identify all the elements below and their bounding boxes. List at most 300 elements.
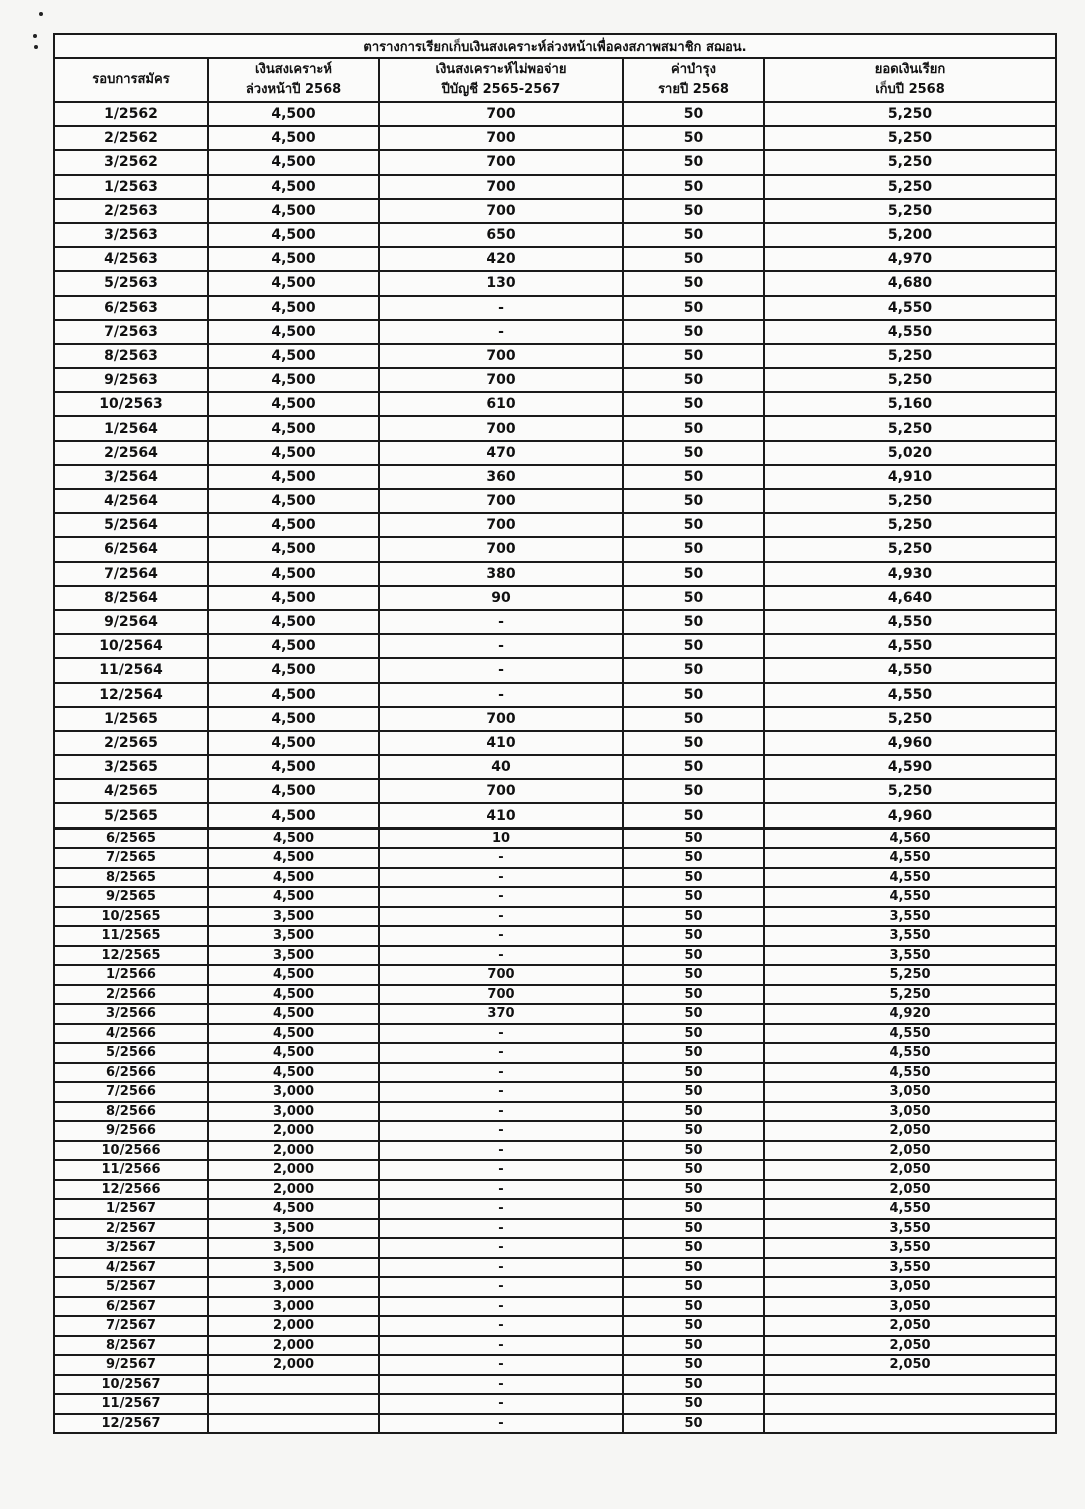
advance-amount-cell: 4,500 <box>208 199 379 223</box>
cycle-cell: 5/2564 <box>54 513 208 537</box>
cycle-cell: 2/2563 <box>54 199 208 223</box>
cycle-cell: 7/2565 <box>54 848 208 868</box>
advance-amount-cell: 4,500 <box>208 658 379 682</box>
maintenance-fee-cell: 50 <box>623 907 764 927</box>
shortfall-cell: - <box>379 1336 623 1356</box>
maintenance-fee-cell: 50 <box>623 1336 764 1356</box>
maintenance-fee-cell: 50 <box>623 1375 764 1395</box>
shortfall-cell: 700 <box>379 489 623 513</box>
shortfall-cell: - <box>379 658 623 682</box>
total-cell: 5,250 <box>764 416 1056 440</box>
cycle-cell: 10/2567 <box>54 1375 208 1395</box>
table-row <box>54 126 1056 150</box>
table-row <box>54 707 1056 731</box>
total-cell: 5,250 <box>764 150 1056 174</box>
maintenance-fee-cell: 50 <box>623 658 764 682</box>
cycle-cell: 3/2564 <box>54 465 208 489</box>
table-row <box>54 1121 1056 1141</box>
advance-amount-cell: 4,500 <box>208 1004 379 1024</box>
table-row <box>54 1219 1056 1239</box>
maintenance-fee-cell: 50 <box>623 271 764 295</box>
shortfall-cell: 90 <box>379 586 623 610</box>
column-header-line1: ค่าบำรุง <box>671 62 716 77</box>
maintenance-fee-cell: 50 <box>623 1297 764 1317</box>
table-row <box>54 965 1056 985</box>
shortfall-cell: 700 <box>379 416 623 440</box>
advance-amount-cell: 2,000 <box>208 1141 379 1161</box>
shortfall-cell: - <box>379 868 623 888</box>
maintenance-fee-cell: 50 <box>623 946 764 966</box>
maintenance-fee-cell: 50 <box>623 489 764 513</box>
advance-amount-cell: 4,500 <box>208 513 379 537</box>
cycle-cell: 3/2562 <box>54 150 208 174</box>
advance-amount-cell <box>208 1414 379 1434</box>
shortfall-cell: - <box>379 1141 623 1161</box>
shortfall-cell: 410 <box>379 731 623 755</box>
column-header <box>379 58 623 102</box>
shortfall-cell: 410 <box>379 803 623 828</box>
total-cell: 3,050 <box>764 1102 1056 1122</box>
cycle-cell: 10/2566 <box>54 1141 208 1161</box>
cycle-cell: 1/2562 <box>54 102 208 126</box>
total-cell: 4,550 <box>764 848 1056 868</box>
table-row <box>54 1336 1056 1356</box>
shortfall-cell: 470 <box>379 441 623 465</box>
table-row <box>54 344 1056 368</box>
cycle-cell: 8/2565 <box>54 868 208 888</box>
table-row <box>54 755 1056 779</box>
cycle-cell: 4/2563 <box>54 247 208 271</box>
table-row <box>54 199 1056 223</box>
shortfall-cell: 700 <box>379 150 623 174</box>
shortfall-cell: 40 <box>379 755 623 779</box>
table-row <box>54 416 1056 440</box>
total-cell: 2,050 <box>764 1316 1056 1336</box>
column-header-line1: รอบการสมัคร <box>92 72 170 87</box>
advance-amount-cell: 4,500 <box>208 247 379 271</box>
total-cell: 4,550 <box>764 1024 1056 1044</box>
advance-amount-cell: 4,500 <box>208 368 379 392</box>
cycle-cell: 1/2564 <box>54 416 208 440</box>
cycle-cell: 3/2563 <box>54 223 208 247</box>
cycle-cell: 7/2566 <box>54 1082 208 1102</box>
cycle-cell: 8/2567 <box>54 1336 208 1356</box>
total-cell: 2,050 <box>764 1160 1056 1180</box>
shortfall-cell: - <box>379 1180 623 1200</box>
table-row <box>54 1238 1056 1258</box>
cycle-cell: 11/2565 <box>54 926 208 946</box>
advance-amount-cell: 3,000 <box>208 1277 379 1297</box>
cycle-cell: 4/2567 <box>54 1258 208 1278</box>
table-row <box>54 150 1056 174</box>
advance-amount-cell: 2,000 <box>208 1316 379 1336</box>
table-row <box>54 946 1056 966</box>
maintenance-fee-cell: 50 <box>623 1355 764 1375</box>
table-row <box>54 658 1056 682</box>
shortfall-cell: - <box>379 1238 623 1258</box>
maintenance-fee-cell: 50 <box>623 926 764 946</box>
maintenance-fee-cell: 50 <box>623 1082 764 1102</box>
maintenance-fee-cell: 50 <box>623 1160 764 1180</box>
table-row <box>54 634 1056 658</box>
cycle-cell: 10/2564 <box>54 634 208 658</box>
advance-amount-cell: 4,500 <box>208 489 379 513</box>
advance-amount-cell: 4,500 <box>208 223 379 247</box>
cycle-cell: 6/2565 <box>54 828 208 848</box>
advance-amount-cell: 4,500 <box>208 465 379 489</box>
maintenance-fee-cell: 50 <box>623 1414 764 1434</box>
shortfall-cell: - <box>379 1063 623 1083</box>
maintenance-fee-cell: 50 <box>623 465 764 489</box>
column-header-line2: เก็บปี 2568 <box>875 82 945 97</box>
shortfall-cell: - <box>379 1043 623 1063</box>
shortfall-cell: - <box>379 1219 623 1239</box>
cycle-cell: 7/2563 <box>54 320 208 344</box>
total-cell: 5,250 <box>764 707 1056 731</box>
table-row <box>54 102 1056 126</box>
cycle-cell: 11/2566 <box>54 1160 208 1180</box>
shortfall-cell: 700 <box>379 965 623 985</box>
advance-amount-cell: 4,500 <box>208 848 379 868</box>
table-title: ตารางการเรียกเก็บเงินสงเคราะห์ล่วงหน้าเพื่อคงสภาพสมาชิก สฌอน. <box>54 34 1056 58</box>
column-header <box>208 58 379 102</box>
advance-amount-cell: 4,500 <box>208 755 379 779</box>
total-cell: 2,050 <box>764 1180 1056 1200</box>
cycle-cell: 10/2563 <box>54 392 208 416</box>
column-header-line1: เงินสงเคราะห์ <box>255 62 332 77</box>
maintenance-fee-cell: 50 <box>623 441 764 465</box>
advance-amount-cell: 2,000 <box>208 1180 379 1200</box>
cycle-cell: 4/2566 <box>54 1024 208 1044</box>
cycle-cell: 11/2564 <box>54 658 208 682</box>
table-row <box>54 887 1056 907</box>
shortfall-cell: 700 <box>379 126 623 150</box>
table-row <box>54 1043 1056 1063</box>
maintenance-fee-cell: 50 <box>623 755 764 779</box>
advance-amount-cell: 3,500 <box>208 1219 379 1239</box>
cycle-cell: 2/2567 <box>54 1219 208 1239</box>
table-row <box>54 1414 1056 1434</box>
cycle-cell: 3/2567 <box>54 1238 208 1258</box>
advance-amount-cell: 4,500 <box>208 985 379 1005</box>
maintenance-fee-cell: 50 <box>623 779 764 803</box>
cycle-cell: 6/2566 <box>54 1063 208 1083</box>
total-cell: 5,250 <box>764 985 1056 1005</box>
advance-amount-cell: 4,500 <box>208 887 379 907</box>
shortfall-cell: 370 <box>379 1004 623 1024</box>
shortfall-cell: - <box>379 887 623 907</box>
maintenance-fee-cell: 50 <box>623 1063 764 1083</box>
cycle-cell: 6/2564 <box>54 537 208 561</box>
advance-amount-cell: 2,000 <box>208 1355 379 1375</box>
total-cell: 4,550 <box>764 1199 1056 1219</box>
advance-amount-cell: 3,500 <box>208 1238 379 1258</box>
table-row <box>54 247 1056 271</box>
advance-amount-cell: 3,500 <box>208 1258 379 1278</box>
table-row <box>54 1082 1056 1102</box>
column-header-line2: ล่วงหน้าปี 2568 <box>245 82 342 97</box>
cycle-cell: 10/2565 <box>54 907 208 927</box>
column-header-line1: ยอดเงินเรียก <box>874 62 946 77</box>
cycle-cell: 2/2562 <box>54 126 208 150</box>
maintenance-fee-cell: 50 <box>623 223 764 247</box>
total-cell: 4,550 <box>764 683 1056 707</box>
column-header <box>54 58 208 102</box>
cycle-cell: 3/2565 <box>54 755 208 779</box>
total-cell: 2,050 <box>764 1336 1056 1356</box>
total-cell: 5,160 <box>764 392 1056 416</box>
total-cell: 4,560 <box>764 828 1056 848</box>
maintenance-fee-cell: 50 <box>623 537 764 561</box>
column-header-line2: ปีบัญชี 2565-2567 <box>441 82 561 97</box>
shortfall-cell: 700 <box>379 344 623 368</box>
shortfall-cell: - <box>379 1375 623 1395</box>
cycle-cell: 9/2567 <box>54 1355 208 1375</box>
total-cell: 4,550 <box>764 296 1056 320</box>
maintenance-fee-cell: 50 <box>623 683 764 707</box>
cycle-cell: 12/2567 <box>54 1414 208 1434</box>
shortfall-cell: 700 <box>379 102 623 126</box>
table-row <box>54 392 1056 416</box>
cycle-cell: 7/2567 <box>54 1316 208 1336</box>
shortfall-cell: - <box>379 634 623 658</box>
shortfall-cell: 700 <box>379 513 623 537</box>
collection-table <box>53 33 1057 1434</box>
advance-amount-cell <box>208 1375 379 1395</box>
shortfall-cell: - <box>379 1121 623 1141</box>
maintenance-fee-cell: 50 <box>623 868 764 888</box>
shortfall-cell: 700 <box>379 175 623 199</box>
table-row <box>54 1199 1056 1219</box>
cycle-cell: 12/2566 <box>54 1180 208 1200</box>
table-row <box>54 1160 1056 1180</box>
table-row <box>54 1180 1056 1200</box>
maintenance-fee-cell: 50 <box>623 1199 764 1219</box>
maintenance-fee-cell: 50 <box>623 1394 764 1414</box>
table-row <box>54 296 1056 320</box>
table-row <box>54 907 1056 927</box>
total-cell: 5,250 <box>764 965 1056 985</box>
advance-amount-cell: 4,500 <box>208 344 379 368</box>
shortfall-cell: - <box>379 1102 623 1122</box>
advance-amount-cell: 4,500 <box>208 868 379 888</box>
cycle-cell: 3/2566 <box>54 1004 208 1024</box>
advance-amount-cell: 4,500 <box>208 441 379 465</box>
advance-amount-cell: 4,500 <box>208 1024 379 1044</box>
table-row <box>54 489 1056 513</box>
table-row <box>54 683 1056 707</box>
maintenance-fee-cell: 50 <box>623 848 764 868</box>
maintenance-fee-cell: 50 <box>623 803 764 828</box>
total-cell: 5,250 <box>764 199 1056 223</box>
shortfall-cell: 700 <box>379 707 623 731</box>
column-header-line2: รายปี 2568 <box>658 82 729 97</box>
advance-amount-cell: 4,500 <box>208 1063 379 1083</box>
maintenance-fee-cell: 50 <box>623 828 764 848</box>
advance-amount-cell: 4,500 <box>208 1199 379 1219</box>
total-cell: 5,250 <box>764 126 1056 150</box>
total-cell: 4,960 <box>764 731 1056 755</box>
shortfall-cell: - <box>379 1394 623 1414</box>
advance-amount-cell: 3,500 <box>208 946 379 966</box>
advance-amount-cell: 4,500 <box>208 803 379 828</box>
maintenance-fee-cell: 50 <box>623 985 764 1005</box>
cycle-cell: 9/2563 <box>54 368 208 392</box>
table-row <box>54 586 1056 610</box>
table-row <box>54 271 1056 295</box>
advance-amount-cell: 4,500 <box>208 586 379 610</box>
advance-amount-cell: 4,500 <box>208 562 379 586</box>
shortfall-cell: - <box>379 848 623 868</box>
table-row <box>54 1258 1056 1278</box>
total-cell: 4,680 <box>764 271 1056 295</box>
total-cell: 4,550 <box>764 610 1056 634</box>
advance-amount-cell <box>208 1394 379 1414</box>
maintenance-fee-cell: 50 <box>623 586 764 610</box>
advance-amount-cell: 4,500 <box>208 731 379 755</box>
table-row <box>54 465 1056 489</box>
shortfall-cell: - <box>379 907 623 927</box>
cycle-cell: 4/2565 <box>54 779 208 803</box>
maintenance-fee-cell: 50 <box>623 199 764 223</box>
table-row <box>54 1141 1056 1161</box>
total-cell: 4,550 <box>764 868 1056 888</box>
total-cell: 3,550 <box>764 926 1056 946</box>
cycle-cell: 12/2565 <box>54 946 208 966</box>
maintenance-fee-cell: 50 <box>623 634 764 658</box>
column-header-line1: เงินสงเคราะห์ไม่พอจ่าย <box>435 62 567 77</box>
maintenance-fee-cell: 50 <box>623 1102 764 1122</box>
total-cell: 4,550 <box>764 320 1056 344</box>
table-row <box>54 1297 1056 1317</box>
shortfall-cell: - <box>379 1024 623 1044</box>
advance-amount-cell: 4,500 <box>208 779 379 803</box>
shortfall-cell: - <box>379 1160 623 1180</box>
shortfall-cell: 360 <box>379 465 623 489</box>
total-cell: 3,550 <box>764 1219 1056 1239</box>
advance-amount-cell: 3,000 <box>208 1102 379 1122</box>
table-row <box>54 562 1056 586</box>
total-cell <box>764 1394 1056 1414</box>
maintenance-fee-cell: 50 <box>623 1121 764 1141</box>
advance-amount-cell: 4,500 <box>208 271 379 295</box>
total-cell: 3,050 <box>764 1277 1056 1297</box>
maintenance-fee-cell: 50 <box>623 150 764 174</box>
cycle-cell: 5/2565 <box>54 803 208 828</box>
table-row <box>54 1063 1056 1083</box>
cycle-cell: 8/2566 <box>54 1102 208 1122</box>
maintenance-fee-cell: 50 <box>623 513 764 537</box>
maintenance-fee-cell: 50 <box>623 296 764 320</box>
cycle-cell: 1/2567 <box>54 1199 208 1219</box>
table-row <box>54 803 1056 828</box>
total-cell: 5,250 <box>764 368 1056 392</box>
shortfall-cell: - <box>379 1082 623 1102</box>
maintenance-fee-cell: 50 <box>623 965 764 985</box>
total-cell: 4,550 <box>764 887 1056 907</box>
cycle-cell: 4/2564 <box>54 489 208 513</box>
advance-amount-cell: 4,500 <box>208 126 379 150</box>
table-row <box>54 320 1056 344</box>
advance-amount-cell: 2,000 <box>208 1336 379 1356</box>
maintenance-fee-cell: 50 <box>623 320 764 344</box>
advance-amount-cell: 4,500 <box>208 102 379 126</box>
cycle-cell: 1/2565 <box>54 707 208 731</box>
table-row <box>54 513 1056 537</box>
maintenance-fee-cell: 50 <box>623 368 764 392</box>
total-cell: 4,550 <box>764 1043 1056 1063</box>
table-row <box>54 368 1056 392</box>
shortfall-cell: - <box>379 1258 623 1278</box>
shortfall-cell: - <box>379 610 623 634</box>
advance-amount-cell: 4,500 <box>208 175 379 199</box>
total-cell: 3,050 <box>764 1082 1056 1102</box>
advance-amount-cell: 4,500 <box>208 828 379 848</box>
cycle-cell: 12/2564 <box>54 683 208 707</box>
total-cell: 5,250 <box>764 513 1056 537</box>
total-cell: 3,550 <box>764 907 1056 927</box>
total-cell: 5,200 <box>764 223 1056 247</box>
total-cell: 5,250 <box>764 344 1056 368</box>
table-row <box>54 1316 1056 1336</box>
table-row <box>54 1102 1056 1122</box>
total-cell: 4,910 <box>764 465 1056 489</box>
cycle-cell: 9/2566 <box>54 1121 208 1141</box>
table-row <box>54 926 1056 946</box>
cycle-cell: 7/2564 <box>54 562 208 586</box>
column-header <box>623 58 764 102</box>
cycle-cell: 6/2567 <box>54 1297 208 1317</box>
advance-amount-cell: 4,500 <box>208 392 379 416</box>
advance-amount-cell: 4,500 <box>208 416 379 440</box>
total-cell: 5,020 <box>764 441 1056 465</box>
advance-amount-cell: 3,500 <box>208 907 379 927</box>
total-cell: 4,550 <box>764 1063 1056 1083</box>
table-row <box>54 1375 1056 1395</box>
advance-amount-cell: 3,000 <box>208 1082 379 1102</box>
maintenance-fee-cell: 50 <box>623 344 764 368</box>
maintenance-fee-cell: 50 <box>623 1043 764 1063</box>
total-cell: 4,640 <box>764 586 1056 610</box>
total-cell: 2,050 <box>764 1355 1056 1375</box>
maintenance-fee-cell: 50 <box>623 1238 764 1258</box>
maintenance-fee-cell: 50 <box>623 175 764 199</box>
shortfall-cell: - <box>379 1277 623 1297</box>
shortfall-cell: - <box>379 1414 623 1434</box>
total-cell: 5,250 <box>764 175 1056 199</box>
shortfall-cell: - <box>379 1297 623 1317</box>
shortfall-cell: - <box>379 1316 623 1336</box>
shortfall-cell: - <box>379 320 623 344</box>
cycle-cell: 1/2563 <box>54 175 208 199</box>
total-cell: 4,590 <box>764 755 1056 779</box>
total-cell: 3,050 <box>764 1297 1056 1317</box>
advance-amount-cell: 4,500 <box>208 537 379 561</box>
maintenance-fee-cell: 50 <box>623 1316 764 1336</box>
table-row <box>54 779 1056 803</box>
maintenance-fee-cell: 50 <box>623 416 764 440</box>
total-cell <box>764 1414 1056 1434</box>
maintenance-fee-cell: 50 <box>623 707 764 731</box>
cycle-cell: 6/2563 <box>54 296 208 320</box>
shortfall-cell: - <box>379 296 623 320</box>
total-cell: 3,550 <box>764 1258 1056 1278</box>
cycle-cell: 5/2567 <box>54 1277 208 1297</box>
maintenance-fee-cell: 50 <box>623 102 764 126</box>
advance-amount-cell: 4,500 <box>208 683 379 707</box>
cycle-cell: 2/2565 <box>54 731 208 755</box>
shortfall-cell: 420 <box>379 247 623 271</box>
